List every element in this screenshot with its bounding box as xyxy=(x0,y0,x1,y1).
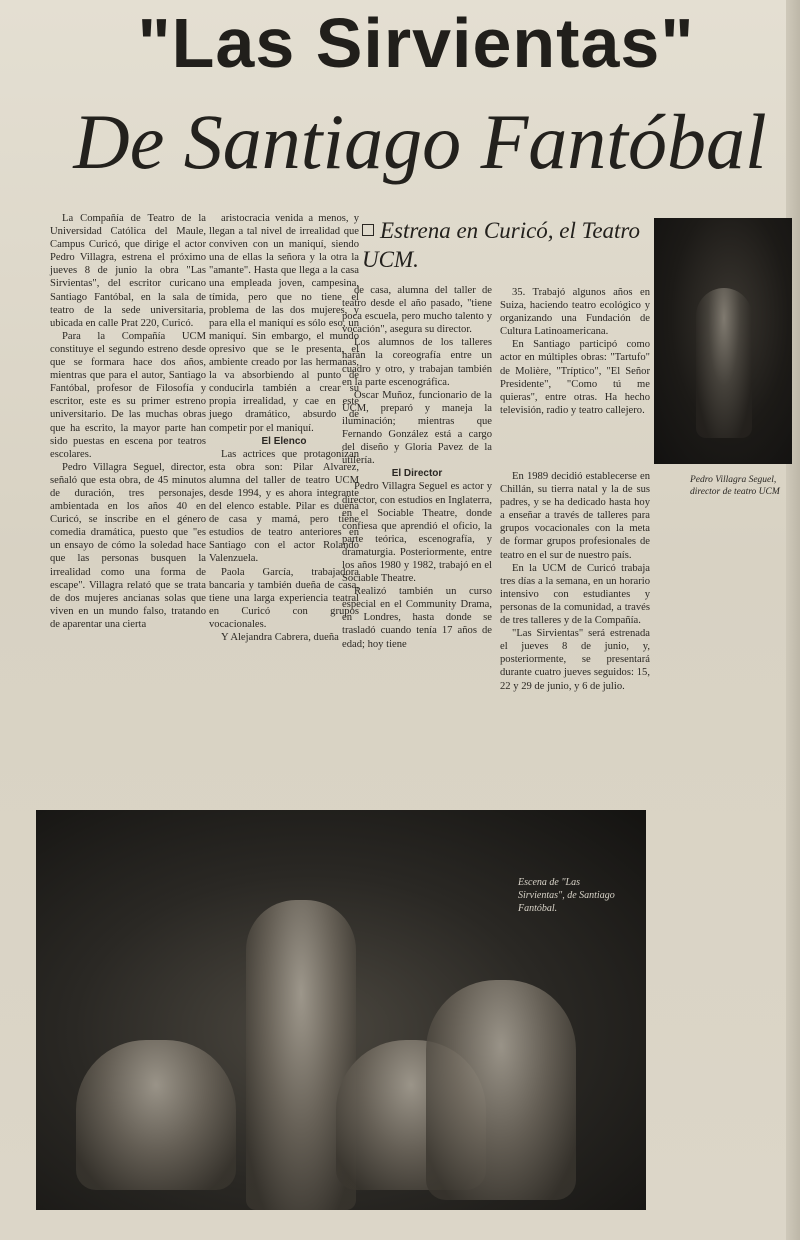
paragraph: 35. Trabajó algunos años en Suiza, haciendo teatro ecológico y organizando una Fundación de Cultura Latinoamericana. xyxy=(500,287,650,338)
article-column-2 xyxy=(209,212,359,644)
paragraph: Pedro Villagra Seguel es actor y director, con estudios en Inglaterra, en el Sociable Theatre, donde confiesa que aprendió el oficio, la parte teórica, escenografía, y dramaturgia. Posteriormente, entre los años 1980 y 1982, trabajó en el Sociable Theatre. xyxy=(342,481,492,585)
paragraph: Realizó también un curso especial en el Community Drama, en Londres, hasta donde se trasladó cuando tenía 17 años de edad; hoy tiene xyxy=(342,586,492,650)
actress-figure xyxy=(426,980,576,1200)
paragraph: Los alumnos de los talleres harán la coreografía entre un cuadro y otro, y trabajan también en la parte escenográfica. xyxy=(342,337,492,388)
director-photo-caption: Pedro Villagra Seguel, director de teatro UCM xyxy=(690,475,780,497)
paragraph: de casa, alumna del taller de teatro desde el año pasado, "tiene poca escuela, pero mucho talento y vocación", asegura su director. xyxy=(342,285,492,336)
paragraph: Paola García, trabajadora bancaria y también dueña de casa, tiene una larga experiencia teatral en Curicó con grupos vocacionales. xyxy=(209,566,359,630)
paragraph: En Santiago participó como actor en múltiples obras: "Tartufo" de Molière, "Tríptico", "El Señor Presidente", "Como tú me quieras", entre otras. Ha hecho televisión, radio y teatro callejero. xyxy=(500,339,650,416)
paragraph: Las actrices que protagonizan esta obra son: Pilar Alvarez, alumna del taller de teatro UCM desde 1994, y es ahora integrante del elenco estable. Pilar es dueña de casa y mamá, pero tiene estudios de teatro anteriores en Santiago con el actor Rolando Valenzuela. xyxy=(209,448,359,565)
person-figure xyxy=(696,288,752,438)
paragraph: Oscar Muñoz, funcionario de la UCM, preparó y maneja la iluminación; mientras que Fernando González está a cargo del diseño y Gloria Pavez de la utilería. xyxy=(342,389,492,467)
paragraph: Pedro Villagra Seguel, director, señaló que esta obra, de 45 minutos de duración, tres personajes, ambientada en los años 40 en Curicó, se inscribe en el género comedia dramática, puesto que "es un ensayo de cómo la soledad hace que las personas busquen la irrealidad como una forma de escape". Villagra relató que se trata de dos mujeres ancianas solas que viven en un mundo falso, tratando de aparentar una cierta xyxy=(50,461,206,630)
actress-figure xyxy=(76,1040,236,1190)
section-heading-director: El Director xyxy=(391,468,443,480)
article-column-1 xyxy=(50,212,206,631)
article-column-4 xyxy=(500,286,650,417)
subheadline: De Santiago Fantóbal xyxy=(73,98,767,185)
paragraph: La Compañía de Teatro de la Universidad Católica del Maule, Campus Curicó, que dirige el actor Pedro Villagra, estrena el próximo jueves 8 de junio la obra "Las Sirvientas", del escritor curicano Santiago Fantóbal, en la sala de teatro de la sede universitaria, ubicada en calle Prat 220, Curicó. xyxy=(50,213,206,329)
headline: "Las Sirvientas" xyxy=(137,4,695,82)
paragraph: aristocracia venida a menos, y llegan a tal nivel de irrealidad que conviven con un maniquí, siendo una de ellas la señora y la otra la "amante". Hasta que llega a la casa una empleada joven, campesina, tímida, pero que no tiene el problema de las dos mujeres, y para ella el maniquí es sólo eso, un maniquí. Sin embargo, el mundo opresivo que se le presenta, el ambiente creado por las hermanas, la va absorbiendo al punto de conducirla también a crear su propia irrealidad, y cae en este juego dramático, absurdo de competir por el maniquí. xyxy=(209,213,359,434)
scene-photo-caption: Escena de "Las Sirvientas", de Santiago Fantóbal. xyxy=(518,877,615,914)
article-column-4-continued xyxy=(500,470,650,693)
paragraph: En 1989 decidió establecerse en Chillán, su tierra natal y la de sus padres, y se ha dedicado hasta hoy a enseñar a través de talleres para grupos vocacionales con la meta de formar grupos profesionales de teatro en el sur de nuestro país. xyxy=(500,471,650,561)
article-column-3 xyxy=(342,284,492,651)
kicker xyxy=(362,216,652,274)
paragraph: Para la Compañía UCM constituye el segundo estreno desde que se formara hace dos años, mientras que para el autor, Santiago Fantóbal, profesor de Filosofía y escritor, este es su primer estreno universitario. De las muchas obras que ha escrito, la mayor parte han sido puestas en escena por teatros escolares. xyxy=(50,330,206,460)
paragraph: "Las Sirvientas" será estrenada el jueves 8 de junio, y, posteriormente, se presentará durante cuatro jueves seguidos: 15, 22 y 29 de junio, y 6 de julio. xyxy=(500,628,650,692)
kicker-text: Estrena en Curicó, el Teatro UCM. xyxy=(362,218,641,272)
director-photo xyxy=(654,218,792,464)
section-heading-elenco: El Elenco xyxy=(261,435,307,447)
paragraph: Y Alejandra Cabrera, dueña xyxy=(221,632,339,643)
paragraph: En la UCM de Curicó trabaja tres días a la semana, en un horario intensivo con estudiantes y personas de la comunidad, a través de tres talleres y de la Compañía. xyxy=(500,562,650,627)
square-bullet-icon xyxy=(362,224,374,236)
scene-photo xyxy=(36,810,646,1210)
